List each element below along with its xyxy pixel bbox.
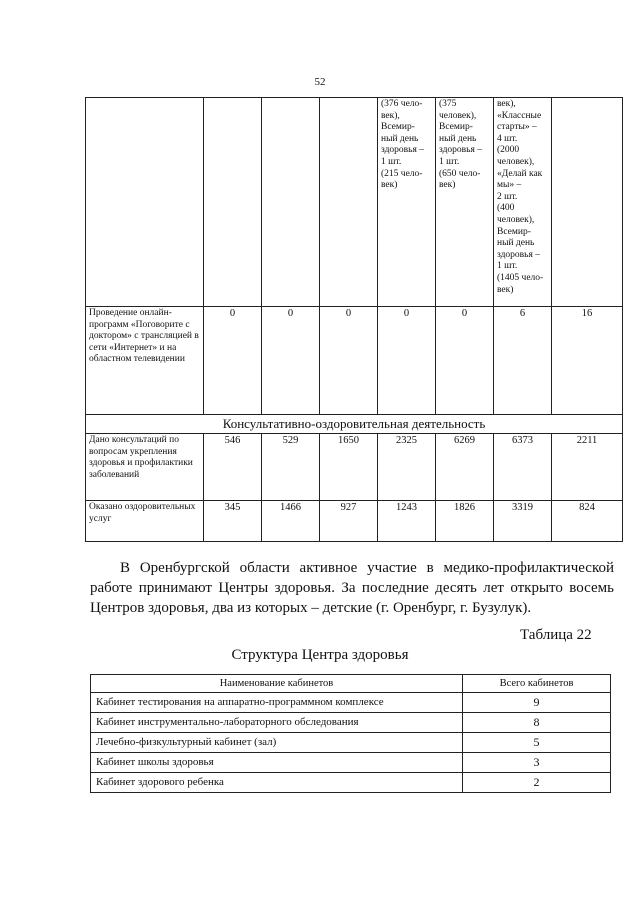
value-cell: 0 <box>320 307 378 415</box>
cabinets-header-row <box>91 675 611 693</box>
table-row <box>91 773 611 793</box>
row-label: Дано консультаций по вопросам укрепления здоровья и профилактики заболеваний <box>86 434 204 501</box>
table-title: Структура Центра здоровья <box>231 647 409 663</box>
value-cell: 6 <box>494 307 552 415</box>
value-cell: 0 <box>378 307 436 415</box>
value-cell: 546 <box>204 434 262 501</box>
column-header: Наименование кабинетов <box>91 675 463 693</box>
consultations-row <box>86 434 623 501</box>
cabinet-count: 3 <box>463 753 611 773</box>
row-label: Оказано оздоровительных услуг <box>86 501 204 542</box>
table-row <box>91 733 611 753</box>
value-cell: 1466 <box>262 501 320 542</box>
value-cell: 1826 <box>436 501 494 542</box>
value-cell: 529 <box>262 434 320 501</box>
value-cell: 0 <box>204 307 262 415</box>
column-header: Всего кабинетов <box>463 675 611 693</box>
continued-col7-cell: век), «Классные старты» – 4 шт. (2000 человек), «Делай как мы» – 2 шт. (400 человек), Всемир- ный день здоровья – 1 шт. (1405 чело- век) <box>494 98 552 307</box>
table-row <box>91 753 611 773</box>
online-programs-row <box>86 307 623 415</box>
cabinet-name: Кабинет школы здоровья <box>91 753 463 773</box>
continued-label-cell <box>86 98 204 307</box>
continued-col6-cell: (375 человек), Всемир- ный день здоровья – 1 шт. (650 чело- век) <box>436 98 494 307</box>
cabinets-table <box>90 674 611 793</box>
value-cell: 345 <box>204 501 262 542</box>
value-cell: 6373 <box>494 434 552 501</box>
value-cell: 3319 <box>494 501 552 542</box>
value-cell: 6269 <box>436 434 494 501</box>
cabinet-count: 8 <box>463 713 611 733</box>
services-row <box>86 501 623 542</box>
activity-table <box>85 97 623 542</box>
value-cell: 1650 <box>320 434 378 501</box>
continued-row <box>86 98 623 307</box>
cabinet-count: 5 <box>463 733 611 753</box>
continued-col5-cell: (376 чело- век), Всемир- ный день здоровья – 1 шт. (215 чело- век) <box>378 98 436 307</box>
cabinet-name: Кабинет тестирования на аппаратно-программном комплексе <box>91 693 463 713</box>
value-cell: 0 <box>262 307 320 415</box>
table-row <box>91 693 611 713</box>
table-label: Таблица 22 <box>520 627 592 643</box>
table-row <box>91 713 611 733</box>
cabinet-name: Кабинет инструментально-лабораторного обследования <box>91 713 463 733</box>
cabinet-name: Лечебно-физкультурный кабинет (зал) <box>91 733 463 753</box>
value-cell: 16 <box>552 307 623 415</box>
row-label: Проведение онлайн-программ «Поговорите с доктором» с трансляцией в сети «Интернет» и на областном телевидении <box>86 307 204 415</box>
section-header: Консультативно-оздоровительная деятельность <box>86 415 623 434</box>
value-cell: 824 <box>552 501 623 542</box>
value-cell: 0 <box>436 307 494 415</box>
cabinet-name: Кабинет здорового ребенка <box>91 773 463 793</box>
value-cell: 1243 <box>378 501 436 542</box>
cabinet-count: 2 <box>463 773 611 793</box>
cabinet-count: 9 <box>463 693 611 713</box>
value-cell: 2211 <box>552 434 623 501</box>
value-cell: 927 <box>320 501 378 542</box>
page-number: 52 <box>314 76 326 88</box>
value-cell: 2325 <box>378 434 436 501</box>
body-paragraph: В Оренбургской области активное участие в медико-профилактической работе принимают Центры здоровья. За последние десять лет открыто восемь Центров здоровья, два из которых – детские (г. Оренбург, г. Бузулук). <box>90 560 614 616</box>
section-header-row <box>86 415 623 434</box>
